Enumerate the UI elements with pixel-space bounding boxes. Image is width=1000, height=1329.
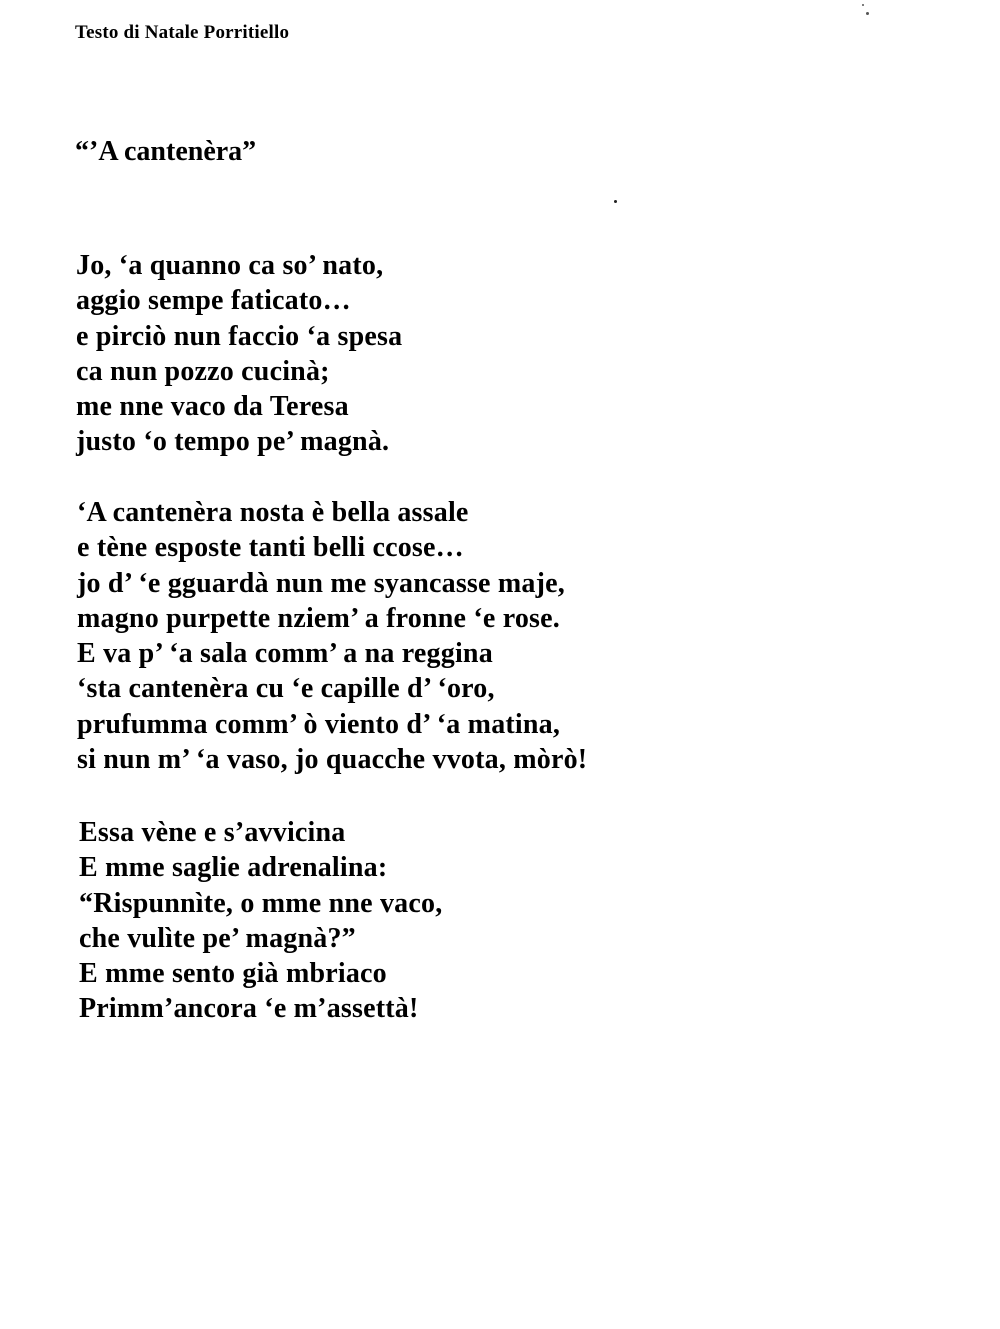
poem-line: e pirciò nun faccio ‘a spesa	[76, 320, 403, 352]
poem-line: prufumma comm’ ò viento d’ ‘a matina,	[77, 708, 561, 740]
poem-title: “’A cantenèra”	[75, 136, 257, 167]
author-line: Testo di Natale Porritiello	[75, 22, 290, 43]
poem-line: Jo, ‘a quanno ca so’ nato,	[76, 250, 384, 281]
poem-line: ca nun pozzo cucinà;	[76, 355, 330, 387]
stanza-1	[76, 248, 402, 460]
poem-line: me nne vaco da Teresa	[76, 391, 349, 423]
poem-line: “Rispunnìte, o mme nne vaco,	[79, 887, 443, 919]
poem-line: E mme saglie adrenalina:	[79, 852, 388, 884]
poem-line: e tène esposte tanti belli ccose…	[77, 532, 464, 564]
stanza-3	[79, 815, 442, 1027]
poem-line: aggio sempe faticato…	[76, 285, 351, 317]
poem-line: Essa vène e s’avvicina	[79, 817, 346, 848]
stanza-2	[77, 495, 587, 777]
poem-line: Primm’ancora ‘e m’assettà!	[79, 993, 419, 1025]
poem-line: ‘sta cantenèra cu ‘e capille d’ ‘oro,	[77, 673, 495, 705]
poem-line: justo ‘o tempo pe’ magnà.	[76, 426, 390, 458]
scan-speck	[862, 4, 864, 6]
scan-speck	[614, 200, 617, 203]
poem-line: magno purpette nziem’ a fronne ‘e rose.	[77, 602, 560, 634]
poem-line: E va p’ ‘a sala comm’ a na reggina	[77, 638, 493, 670]
poem-line: che vulìte pe’ magnà?”	[79, 922, 356, 954]
scan-speck	[866, 12, 869, 15]
poem-line: jo d’ ‘e gguardà nun me syancasse maje,	[77, 567, 565, 599]
poem-line: E mme sento già mbriaco	[79, 958, 387, 990]
poem-line: ‘A cantenèra nosta è bella assale	[77, 497, 469, 528]
poem-line: si nun m’ ‘a vaso, jo quacche vvota, mòrò!	[77, 744, 588, 776]
